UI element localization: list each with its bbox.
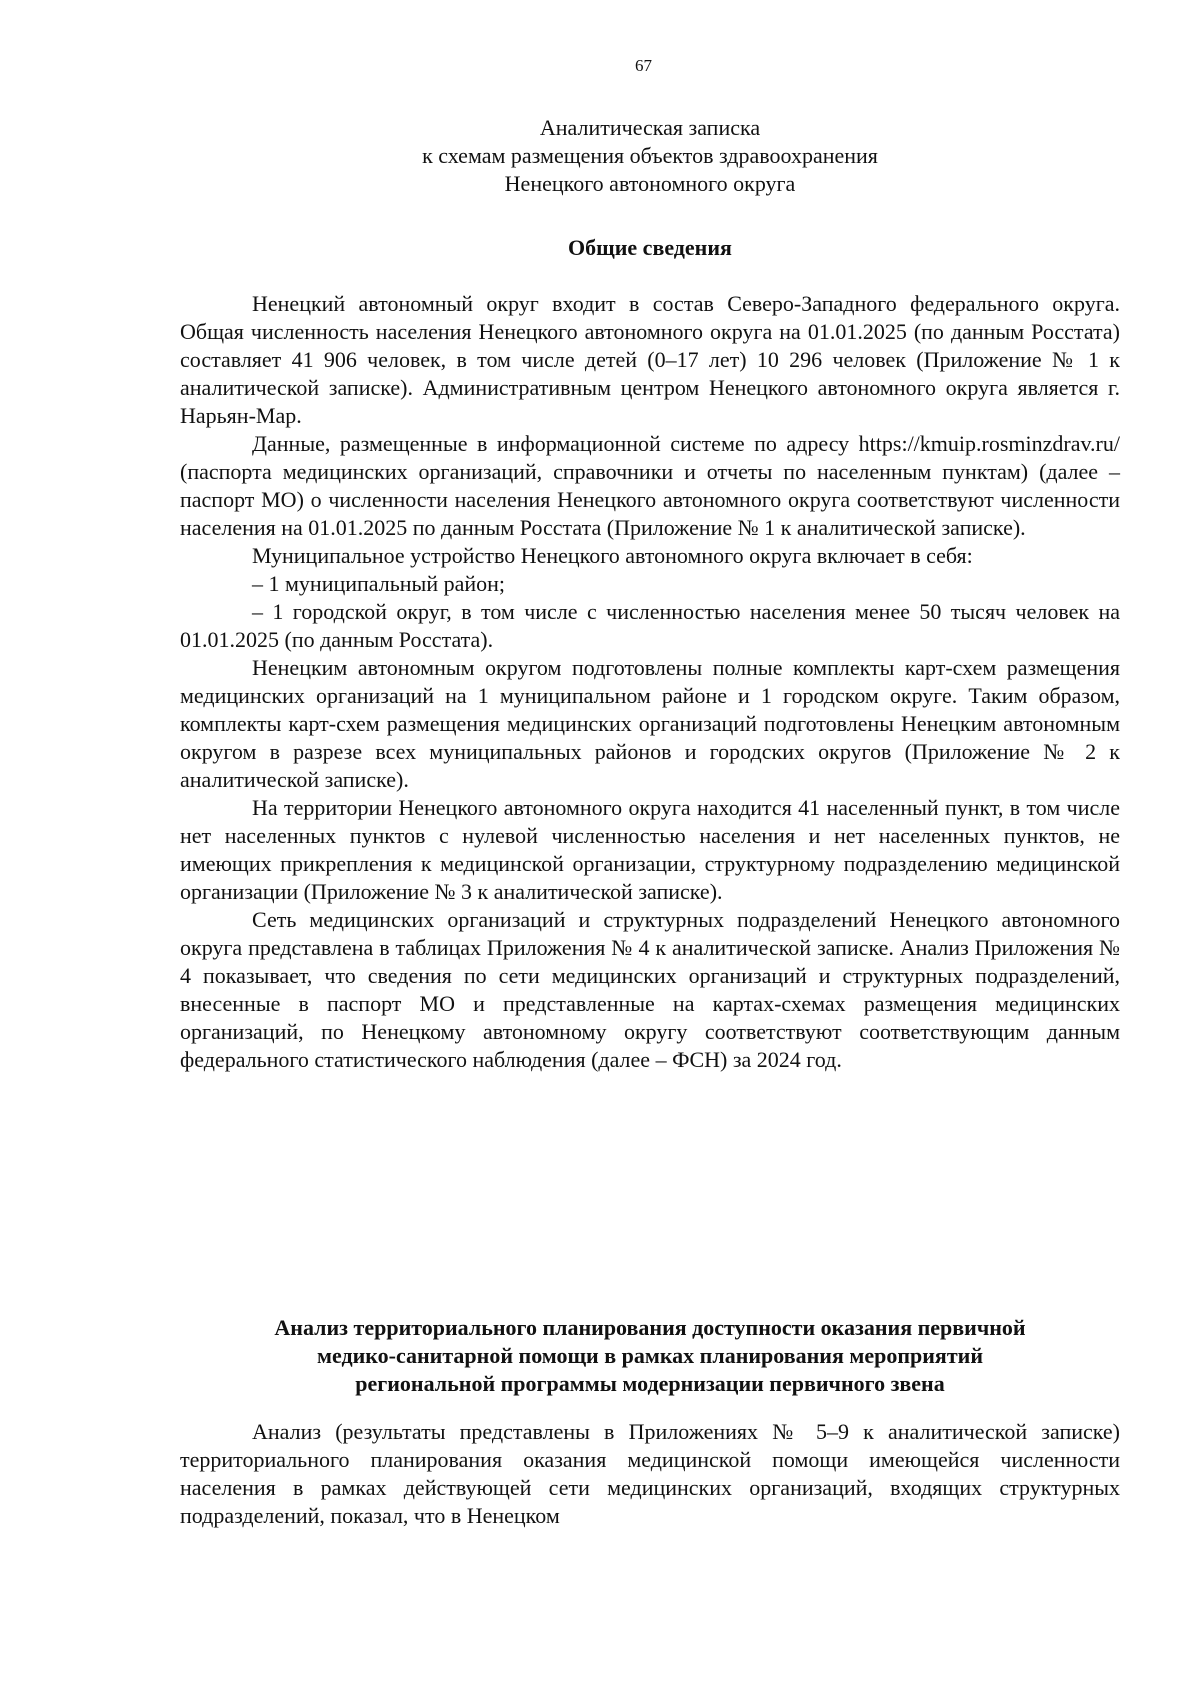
title-line-2: к схемам размещения объектов здравоохранения <box>422 143 878 168</box>
title-line-3: Ненецкого автономного округа <box>504 171 796 196</box>
document-title <box>180 114 1120 198</box>
paragraph: Муниципальное устройство Ненецкого автономного округа включает в себя: <box>252 543 973 568</box>
heading-line-1: Анализ территориального планирования доступности оказания первичной <box>274 1315 1026 1340</box>
general-info-body <box>180 290 1120 1074</box>
list-item: – 1 муниципальный район; <box>252 571 506 596</box>
paragraph: На территории Ненецкого автономного округа находится 41 населенный пункт, в том числе нет населенных пунктов с нулевой численностью населения и нет населенных пунктов, не имеющих прикрепления к медицинской организации, структурному подразделению медицинской организации (Приложение № 3 к аналитической записке). <box>180 795 1120 904</box>
section-heading-general: Общие сведения <box>568 235 732 260</box>
paragraph: Данные, размещенные в информационной системе по адресу https://kmuip.rosminzdrav.ru/ (паспорта медицинских организаций, справочники и отчеты по населенным пунктам) (далее – паспорт МО) о численности населения Ненецкого автономного округа соответствуют численности населения на 01.01.2025 по данным Росстата (Приложение № 1 к аналитической записке). <box>180 431 1120 540</box>
page-number: 67 <box>635 56 652 75</box>
paragraph: Анализ (результаты представлены в Приложениях № 5–9 к аналитической записке) территориального планирования оказания медицинской помощи имеющейся численности населения в рамках действующей сети медицинских организаций, входящих структурных подразделений, показал, что в Ненецком <box>180 1419 1120 1528</box>
heading-line-2: медико-санитарной помощи в рамках планирования мероприятий <box>317 1343 983 1368</box>
heading-line-3: региональной программы модернизации первичного звена <box>355 1371 945 1396</box>
paragraph: Ненецким автономным округом подготовлены полные комплекты карт-схем размещения медицинских организаций на 1 муниципальном районе и 1 городском округе. Таким образом, комплекты карт-схем размещения медицинских организаций подготовлены Ненецким автономным округом в разрезе всех муниципальных районов и городских округов (Приложение № 2 к аналитической записке). <box>180 655 1120 792</box>
section-heading-analysis <box>180 1314 1120 1398</box>
analysis-body <box>180 1418 1120 1530</box>
title-line-1: Аналитическая записка <box>539 115 761 140</box>
list-item: – 1 городской округ, в том числе с численностью населения менее 50 тысяч человек на 01.01.2025 (по данным Росстата). <box>180 599 1120 652</box>
paragraph: Ненецкий автономный округ входит в состав Северо-Западного федерального округа. Общая численность населения Ненецкого автономного округа на 01.01.2025 (по данным Росстата) составляет 41 906 человек, в том числе детей (0–17 лет) 10 296 человек (Приложение № 1 к аналитической записке). Административным центром Ненецкого автономного округа является г. Нарьян-Мар. <box>180 291 1120 428</box>
paragraph: Сеть медицинских организаций и структурных подразделений Ненецкого автономного округа представлена в таблицах Приложения № 4 к аналитической записке. Анализ Приложения № 4 показывает, что сведения по сети медицинских организаций и структурных подразделений, внесенные в паспорт МО и представленные на картах-схемах размещения медицинских организаций, по Ненецкому автономному округу соответствуют соответствующим данным федерального статистического наблюдения (далее – ФСН) за 2024 год. <box>180 907 1120 1072</box>
